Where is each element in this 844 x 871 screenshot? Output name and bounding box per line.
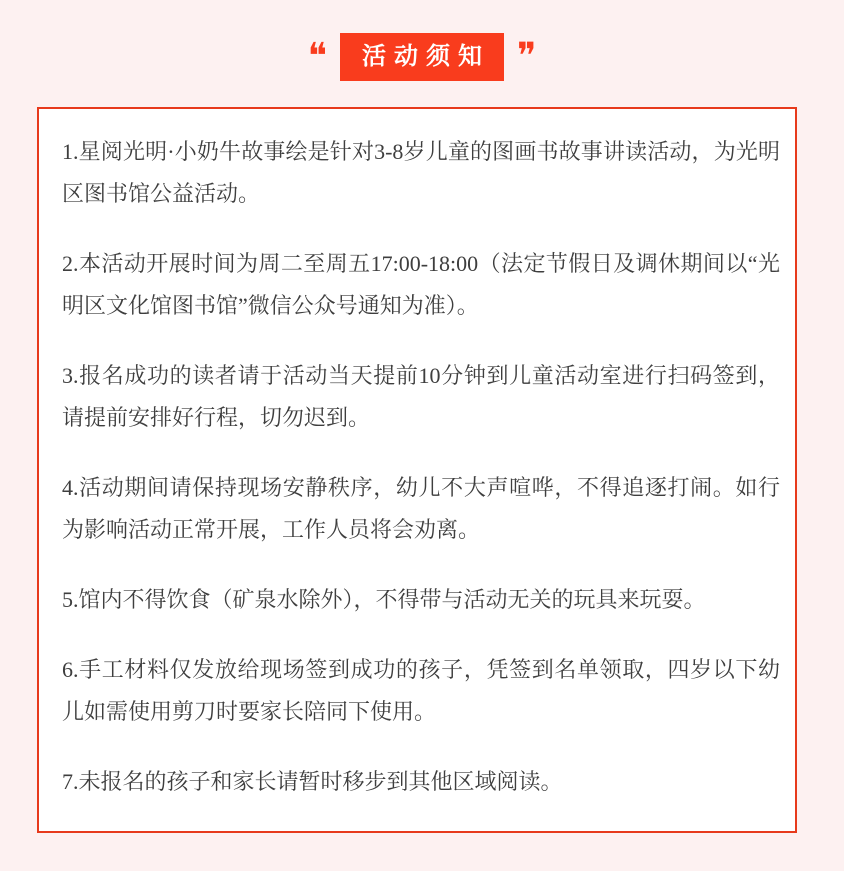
notice-item-6: 6.手工材料仅发放给现场签到成功的孩子，凭签到名单领取，四岁以下幼儿如需使用剪刀时要家长陪同下使用。 <box>62 657 780 724</box>
close-quote-icon: ❞ <box>517 36 537 77</box>
notice-item-7: 7.未报名的孩子和家长请暂时移步到其他区域阅读。 <box>62 769 563 794</box>
open-quote-icon: ❝ <box>307 36 327 77</box>
notice-item-2: 2.本活动开展时间为周二至周五17:00-18:00（法定节假日及调休期间以“光明区文化馆图书馆”微信公众号通知为准）。 <box>62 251 780 318</box>
notice-box <box>37 107 797 833</box>
notice-title-badge: 活动须知 <box>340 33 504 81</box>
notice-item-1: 1.星阅光明·小奶牛故事绘是针对3-8岁儿童的图画书故事讲读活动，为光明区图书馆公益活动。 <box>62 139 780 206</box>
notice-item-3: 3.报名成功的读者请于活动当天提前10分钟到儿童活动室进行扫码签到，请提前安排好行程，切勿迟到。 <box>62 363 780 430</box>
notice-item-5: 5.馆内不得饮食（矿泉水除外），不得带与活动无关的玩具来玩耍。 <box>62 587 706 612</box>
notice-item-4: 4.活动期间请保持现场安静秩序，幼儿不大声喧哗，不得追逐打闹。如行为影响活动正常开展，工作人员将会劝离。 <box>62 475 780 542</box>
notice-header <box>0 0 844 81</box>
